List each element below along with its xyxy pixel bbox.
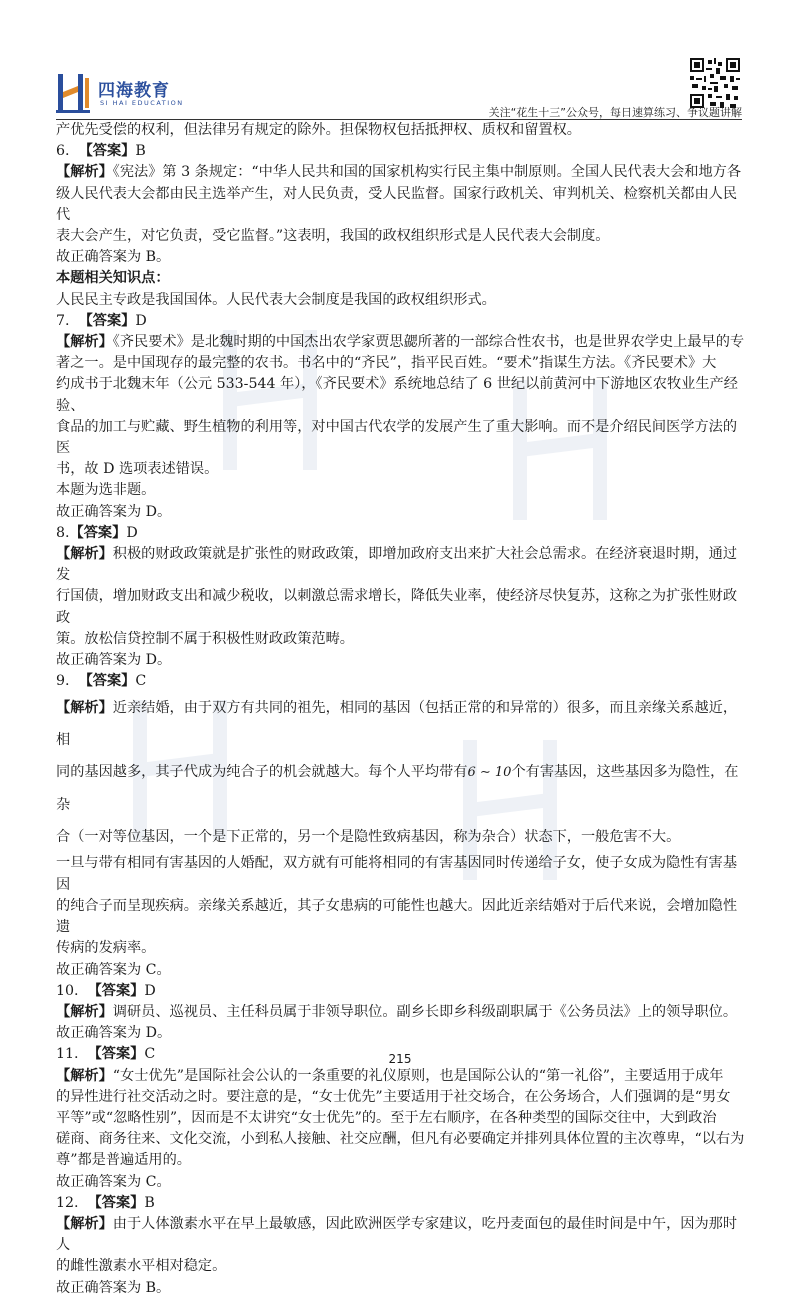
answer-line-8: 8.【答案】D [56, 524, 138, 541]
answer-label: 【答案】 [78, 312, 136, 329]
answer-label: 【答案】 [87, 1194, 145, 1211]
answer-line-9: 9. 【答案】C [56, 673, 147, 690]
text-line: 磋商、商务往来、文化交流，小到私人接触、社交应酬，但凡有必要确定并排列具体位置的主次尊卑，“以右为 [56, 1131, 745, 1148]
knowledge-title: 本题相关知识点： [56, 270, 170, 287]
text-line: 策。放松信贷控制不属于积极性财政政策范畴。 [56, 630, 354, 647]
text-line: 平等”或“忽略性别”，因而是不太讲究“女士优先”的。至于左右顺序，在各种类型的国际交往中，大到政治 [56, 1109, 717, 1126]
analysis-label: 【解析】 [56, 334, 113, 351]
logo-text: 四海教育 [98, 81, 170, 101]
text-line: 的纯合子而呈现疾病。亲缘关系越近，其子女患病的可能性也越大。因此近亲结婚对于后代来说，会增加隐性遗 [56, 897, 738, 936]
text-line: 行国债，增加财政支出和减少税收，以刺激总需求增长，降低失业率，使经济尽快复苏，这称之为扩张性财政政 [56, 588, 738, 626]
logo-mark-icon [56, 72, 92, 114]
logo-subtext: SI HAI EDUCATION [100, 99, 184, 107]
text-line: 书，故 D 选项表述错误。 [56, 461, 219, 478]
analysis-line: 【解析】积极的财政政策就是扩张性的财政政策，即增加政府支出来扩大社会总需求。在经济衰退时期，通过发 [56, 546, 738, 584]
text-line: 人民民主专政是我国国体。人民代表大会制度是我国的政权组织形式。 [56, 291, 496, 308]
final-answer: 故正确答案为 C。 [56, 961, 171, 978]
answer-label: 【答案】 [87, 982, 145, 999]
final-answer: 故正确答案为 C。 [56, 1173, 171, 1190]
answer-line-11: 11. 【答案】C [56, 1046, 156, 1063]
final-answer: 故正确答案为 B。 [56, 249, 171, 266]
answer-value: C [144, 1046, 156, 1063]
text-line: 的雌性激素水平相对稳定。 [56, 1258, 227, 1275]
text-line: 食品的加工与贮藏、野生植物的利用等，对中国古代农学的发展产生了重大影响。而不是介绍民间医学方法的医 [56, 418, 738, 457]
text-line: 合（一对等位基因，一个是下正常的，另一个是隐性致病基因，称为杂合）状态下，一般危害不大。 [56, 829, 681, 846]
answer-value: D [126, 524, 138, 541]
analysis-label: 【解析】 [56, 164, 113, 181]
text-line: 同的基因越多，其子代成为纯合子的机会就越大。每个人平均带有6 ∼ 10个有害基因，这些基因多为隐性，在杂 [56, 764, 739, 814]
final-answer: 故正确答案为 D。 [56, 503, 172, 520]
brand-logo [56, 72, 206, 116]
answer-label: 【答案】 [78, 673, 136, 690]
answer-label: 【答案】 [87, 1046, 145, 1063]
text-line: 尊”都是普遍适用的。 [56, 1152, 191, 1169]
answer-line-10: 10. 【答案】D [56, 982, 156, 999]
analysis-label: 【解析】 [56, 1003, 113, 1020]
answer-line-6: 6. 【答案】B [56, 143, 146, 160]
text-line: 产优先受偿的权利，但法律另有规定的除外。担保物权包括抵押权、质权和留置权。 [56, 122, 581, 138]
analysis-line: 【解析】由于人体激素水平在早上最敏感，因此欧洲医学专家建议，吃丹麦面包的最佳时间是中午，因为那时人 [56, 1215, 738, 1254]
analysis-label: 【解析】 [56, 700, 113, 717]
answer-line-12: 12. 【答案】B [56, 1194, 155, 1211]
analysis-line: 【解析】《宪法》第 3 条规定：“中华人民共和国的国家机构实行民主集中制原则。全国人民代表大会和地方各 [56, 164, 742, 181]
analysis-line: 【解析】“女士优先”是国际社会公认的一条重要的礼仪原则，也是国际公认的“第一礼俗”，主要适用于成年 [56, 1067, 724, 1084]
answer-value: D [144, 982, 156, 999]
text-line: 著之一。是中国现存的最完整的农书。书名中的“齐民”，指平民百姓。“要术”指谋生方法。《齐民要术》大 [56, 355, 717, 372]
answer-value: D [135, 312, 147, 329]
final-answer: 故正确答案为 D。 [56, 652, 172, 669]
analysis-label: 【解析】 [56, 1067, 113, 1084]
answer-explanations [56, 120, 746, 1299]
final-answer: 故正确答案为 B。 [56, 1279, 171, 1296]
header-slogan: 关注“花生十三”公众号，每日速算练习、争议题讲解 [488, 106, 742, 119]
math-range: 6 ∼ 10 [467, 765, 512, 781]
qr-code-icon [690, 58, 740, 108]
text-line: 级人民代表大会都由民主选举产生，对人民负责，受人民监督。国家行政机关、审判机关、检察机关都由人民代 [56, 185, 738, 223]
final-answer: 故正确答案为 D。 [56, 1025, 172, 1042]
answer-value: B [144, 1194, 155, 1211]
text-line: 约成书于北魏末年（公元 533-544 年），《齐民要术》系统地总结了 6 世纪以前黄河中下游地区农牧业生产经验、 [56, 376, 738, 414]
text-line: 的异性进行社交活动之时。要注意的是，“女士优先”主要适用于社交场合，在公务场合，人们强调的是“男女 [56, 1088, 731, 1105]
text-line: 表大会产生，对它负责，受它监督。”这表明，我国的政权组织形式是人民代表大会制度。 [56, 228, 610, 245]
answer-label: 【答案】 [69, 524, 127, 541]
answer-value: C [135, 673, 147, 690]
answer-value: B [135, 143, 146, 160]
text-line: 传病的发病率。 [56, 940, 156, 957]
answer-label: 【答案】 [78, 143, 136, 160]
text-line: 一旦与带有相同有害基因的人婚配，双方就有可能将相同的有害基因同时传递给子女，使子女成为隐性有害基因 [56, 855, 738, 893]
text-line: 本题为选非题。 [56, 482, 156, 499]
analysis-line: 【解析】调研员、巡视员、主任科员属于非领导职位。副乡长即乡科级副职属于《公务员法》上的领导职位。 [56, 1003, 738, 1020]
analysis-label: 【解析】 [56, 546, 113, 563]
page-header [0, 0, 800, 120]
page-number: 215 [388, 1052, 412, 1066]
analysis-label: 【解析】 [56, 1215, 113, 1232]
answer-line-7: 7. 【答案】D [56, 312, 147, 329]
analysis-line: 【解析】《齐民要术》是北魏时期的中国杰出农学家贾思勰所著的一部综合性农书，也是世界农学史上最早的专 [56, 334, 745, 351]
analysis-line: 【解析】近亲结婚，由于双方有共同的祖先，相同的基因（包括正常的和异常的）很多，而且亲缘关系越近，相 [56, 700, 738, 749]
